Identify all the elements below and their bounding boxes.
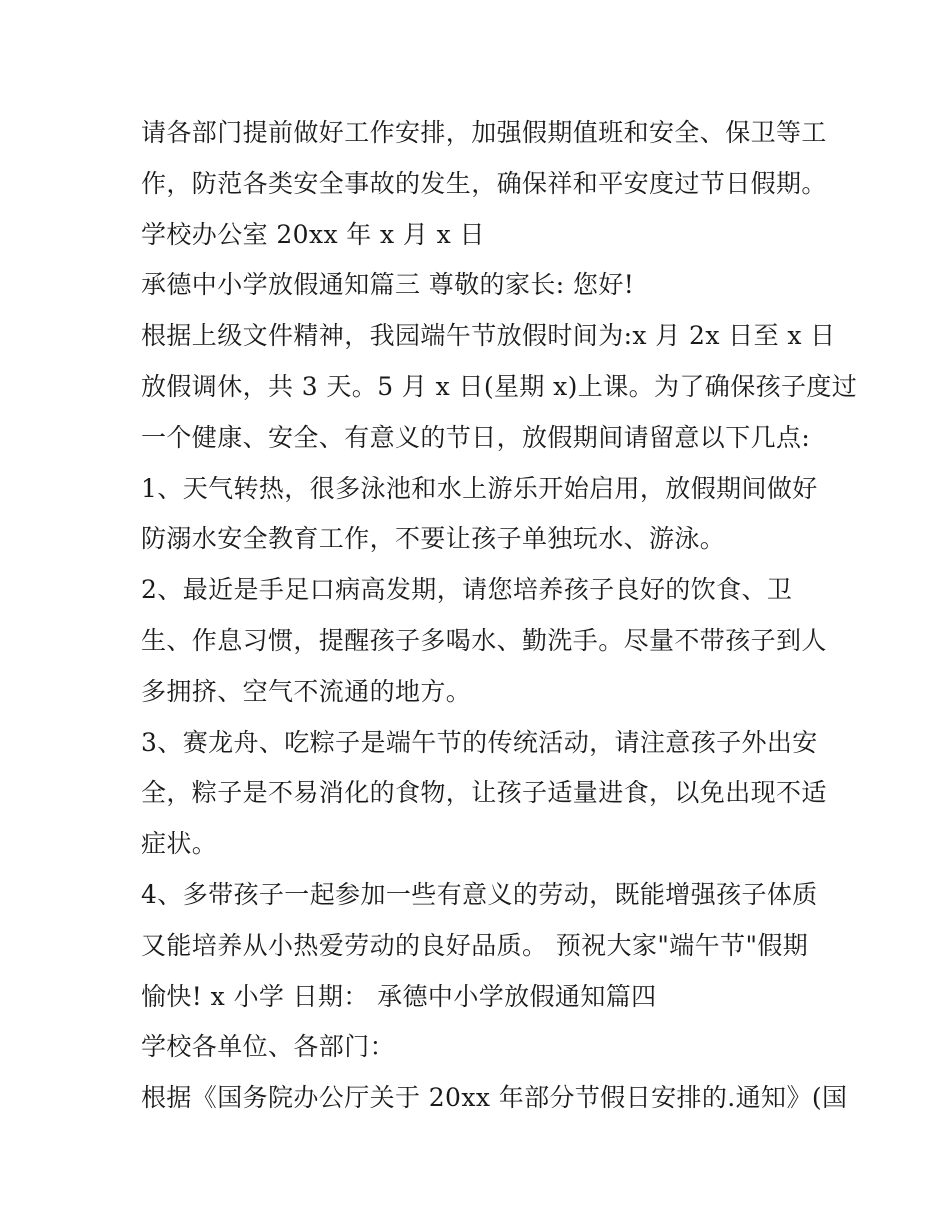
text-line: 放假调休，共 3 天。5 月 x 日(星期 x)上课。为了确保孩子度过 (141, 371, 858, 401)
text-line: 根据《国务院办公厅关于 20xx 年部分节假日安排的.通知》(国 (141, 1083, 848, 1113)
text-line: 防溺水安全教育工作，不要让孩子单独玩水、游泳。 (141, 524, 726, 554)
text-line: 又能培养从小热爱劳动的良好品质。 预祝大家"端午节"假期 (141, 930, 809, 960)
list-item-3-line: 3、赛龙舟、吃粽子是端午节的传统活动，请注意孩子外出安 (141, 727, 818, 757)
signature-line: 学校办公室 20xx 年 x 月 x 日 (141, 219, 485, 249)
text-line: 作，防范各类安全事故的发生，确保祥和平安度过节日假期。 (141, 168, 827, 198)
text-line: 症状。 (141, 829, 218, 859)
text-line: 全，粽子是不易消化的食物，让孩子适量进食，以免出现不适 (141, 778, 827, 808)
salutation-line: 学校各单位、各部门： (141, 1032, 396, 1062)
section-heading-line: 愉快! x 小学 日期： 承德中小学放假通知篇四 (141, 981, 657, 1011)
text-line: 生、作息习惯，提醒孩子多喝水、勤洗手。尽量不带孩子到人 (141, 625, 827, 655)
document-body (141, 108, 858, 1124)
list-item-2-line: 2、最近是手足口病高发期，请您培养孩子良好的饮食、卫 (141, 575, 793, 605)
list-item-1-line: 1、天气转热，很多泳池和水上游乐开始启用，放假期间做好 (141, 473, 818, 503)
section-heading-line: 承德中小学放假通知篇三 尊敬的家长: 您好! (141, 270, 635, 300)
text-line: 一个健康、安全、有意义的节日，放假期间请留意以下几点: (141, 422, 811, 452)
text-line: 多拥挤、空气不流通的地方。 (141, 676, 472, 706)
text-line: 请各部门提前做好工作安排，加强假期值班和安全、保卫等工 (141, 118, 827, 147)
list-item-4-line: 4、多带孩子一起参加一些有意义的劳动，既能增强孩子体质 (141, 879, 818, 909)
text-line: 根据上级文件精神，我园端午节放假时间为:x 月 2x 日至 x 日 (141, 321, 836, 351)
